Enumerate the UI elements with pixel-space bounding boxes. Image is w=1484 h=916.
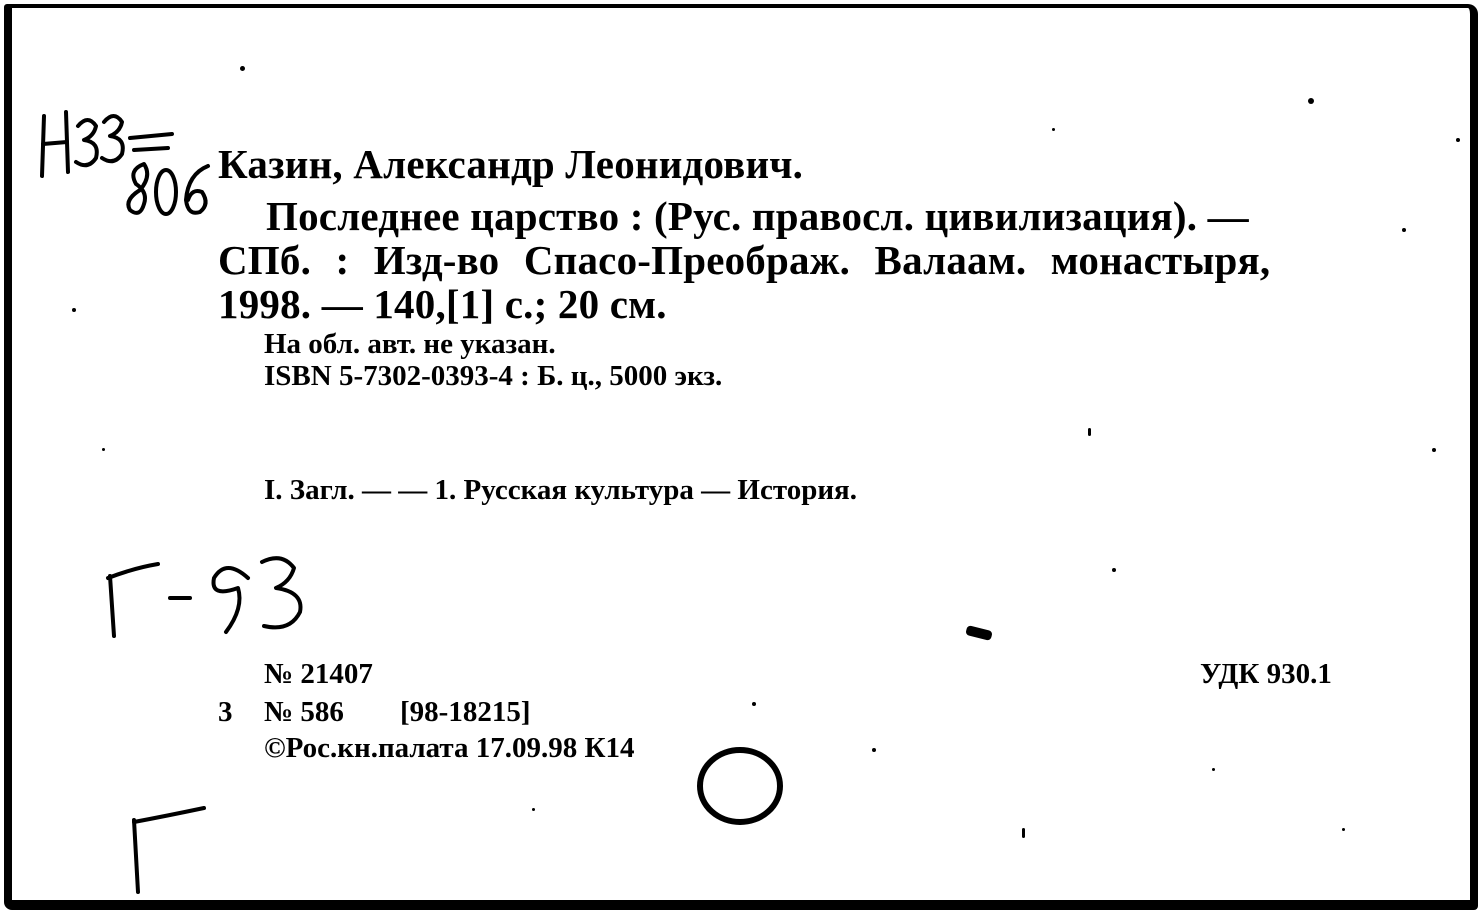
scan-speck [1052, 128, 1055, 131]
isbn-line: ISBN 5-7302-0393-4 : Б. ц., 5000 экз. [264, 360, 723, 392]
shelf-mark-handwritten [32, 104, 222, 234]
number-line-1: № 21407 [264, 658, 373, 690]
handwritten-letter-g [116, 798, 216, 898]
scan-speck [872, 748, 876, 752]
scan-speck [1342, 828, 1345, 831]
scan-speck [1402, 228, 1406, 232]
title-line-3: 1998. — 140,[1] с.; 20 см. [218, 281, 667, 327]
scan-speck [240, 66, 245, 71]
scan-speck [1308, 98, 1314, 104]
number-line-2-code: [98-18215] [400, 696, 531, 728]
book-chamber-line: ©Рос.кн.палата 17.09.98 К14 [264, 732, 635, 764]
scan-speck [72, 308, 76, 312]
scan-speck [752, 702, 756, 706]
note-line: На обл. авт. не указан. [264, 328, 556, 360]
scan-speck [1022, 828, 1025, 838]
punch-hole-circle [692, 744, 792, 834]
scan-speck [102, 448, 105, 451]
scan-speck [965, 625, 993, 641]
catalog-card [4, 4, 1478, 910]
scan-speck [1088, 428, 1091, 436]
handwritten-mark-g93 [100, 548, 330, 648]
title-line-1: Последнее царство : (Рус. правосл. цивилизация). — [266, 193, 1249, 239]
scan-speck [532, 808, 535, 811]
scan-speck [1212, 768, 1215, 771]
author-heading: Казин, Александр Леонидович. [218, 141, 804, 187]
tracings-line: I. Загл. — — 1. Русская культура — История. [264, 474, 857, 506]
scan-speck [1456, 138, 1460, 142]
number-line-2-prefix: 3 [218, 696, 233, 728]
scan-speck [1432, 448, 1436, 452]
scan-speck [1112, 568, 1116, 572]
title-line-2: СПб. : Изд-во Спасо-Преображ. Валаам. монастыря, [218, 237, 1271, 283]
udc-code: УДК 930.1 [1200, 658, 1332, 690]
number-line-2: № 586 [264, 696, 344, 728]
